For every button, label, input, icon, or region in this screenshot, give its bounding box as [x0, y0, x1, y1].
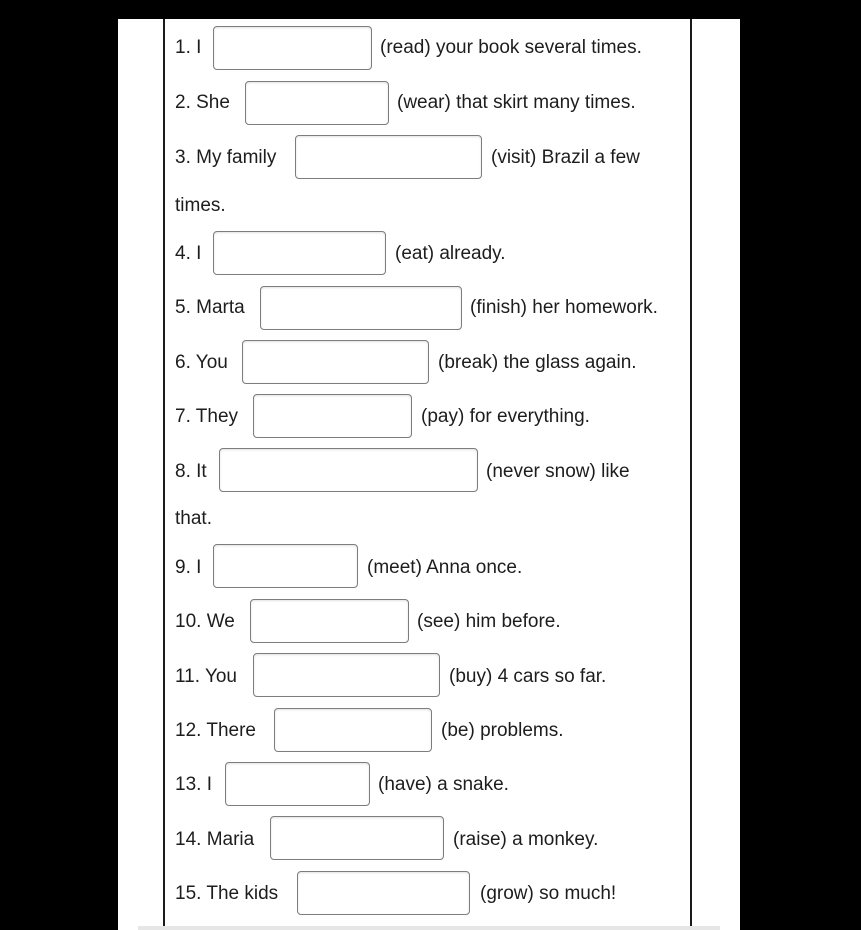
- answer-input-13[interactable]: [225, 762, 370, 806]
- answer-input-9[interactable]: [213, 544, 358, 588]
- exercise-item-14-suffix: (raise) a monkey.: [453, 829, 599, 850]
- page-bottom-edge: [138, 926, 720, 930]
- answer-input-3[interactable]: [295, 135, 482, 179]
- exercise-item-4-suffix: (eat) already.: [395, 243, 506, 264]
- exercise-item-12-suffix: (be) problems.: [441, 720, 564, 741]
- exercise-item-15-prefix: 15. The kids: [175, 883, 279, 904]
- exercise-item-13-prefix: 13. I: [175, 774, 212, 795]
- exercise-item-12-prefix: 12. There: [175, 720, 256, 741]
- exercise-item-8-continuation: that.: [175, 508, 212, 529]
- answer-input-8[interactable]: [219, 448, 478, 492]
- answer-input-11[interactable]: [253, 653, 440, 697]
- answer-input-5[interactable]: [260, 286, 462, 330]
- exercise-item-2-prefix: 2. She: [175, 92, 230, 113]
- exercise-item-10-prefix: 10. We: [175, 611, 235, 632]
- exercise-item-5-prefix: 5. Marta: [175, 297, 245, 318]
- answer-input-4[interactable]: [213, 231, 386, 275]
- exercise-item-3-continuation: times.: [175, 195, 226, 216]
- exercise-item-13-suffix: (have) a snake.: [378, 774, 509, 795]
- answer-input-1[interactable]: [213, 26, 372, 70]
- exercise-item-3-prefix: 3. My family: [175, 147, 277, 168]
- exercise-item-8-prefix: 8. It: [175, 461, 207, 482]
- exercise-item-4-prefix: 4. I: [175, 243, 202, 264]
- answer-input-15[interactable]: [297, 871, 470, 915]
- exercise-item-7-suffix: (pay) for everything.: [421, 406, 590, 427]
- exercise-item-6-suffix: (break) the glass again.: [438, 352, 637, 373]
- exercise-item-9-prefix: 9. I: [175, 557, 202, 578]
- exercise-item-9-suffix: (meet) Anna once.: [367, 557, 523, 578]
- answer-input-7[interactable]: [253, 394, 412, 438]
- exercise-item-2-suffix: (wear) that skirt many times.: [397, 92, 636, 113]
- answer-input-14[interactable]: [270, 816, 444, 860]
- answer-input-12[interactable]: [274, 708, 432, 752]
- exercise-item-8-suffix: (never snow) like: [486, 461, 630, 482]
- exercise-item-10-suffix: (see) him before.: [417, 611, 561, 632]
- exercise-item-1-prefix: 1. I: [175, 37, 202, 58]
- exercise-item-11-suffix: (buy) 4 cars so far.: [449, 666, 607, 687]
- exercise-item-14-prefix: 14. Maria: [175, 829, 255, 850]
- answer-input-6[interactable]: [242, 340, 429, 384]
- answer-input-10[interactable]: [250, 599, 409, 643]
- exercise-item-5-suffix: (finish) her homework.: [470, 297, 658, 318]
- exercise-item-15-suffix: (grow) so much!: [480, 883, 617, 904]
- answer-input-2[interactable]: [245, 81, 389, 125]
- exercise-item-3-suffix: (visit) Brazil a few: [491, 147, 640, 168]
- exercise-item-6-prefix: 6. You: [175, 352, 228, 373]
- exercise-item-1-suffix: (read) your book several times.: [380, 37, 642, 58]
- exercise-item-7-prefix: 7. They: [175, 406, 239, 427]
- exercise-item-11-prefix: 11. You: [175, 666, 238, 687]
